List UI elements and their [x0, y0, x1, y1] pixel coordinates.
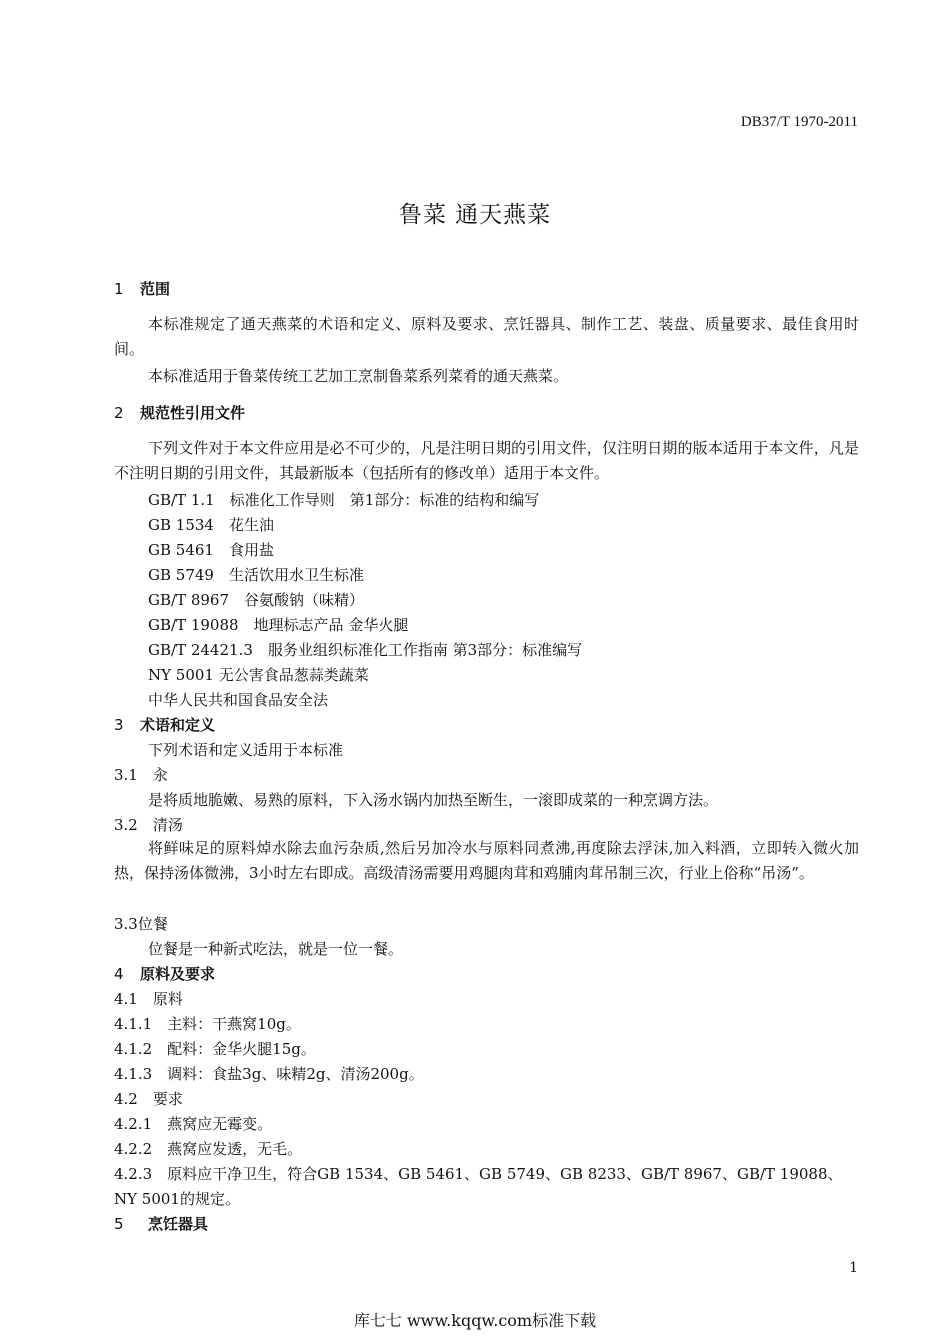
section-title: 规范性引用文件 [140, 404, 246, 422]
term-3-3-heading: 3.3位餐 [114, 915, 168, 933]
reference-item: GB/T 24421.3 服务业组织标准化工作指南 第3部分：标准编写 [148, 641, 583, 659]
reference-item: GB 1534 花生油 [148, 516, 274, 534]
section-number: 3 [114, 716, 124, 734]
clause-line: 4.2.3 原料应干净卫生，符合GB 1534、GB 5461、GB 5749、GB 8233、GB/T 8967、GB/T 19088、 [114, 1165, 843, 1183]
section-number: 1 [114, 280, 124, 298]
section-title: 烹饪器具 [148, 1215, 209, 1233]
standard-code: DB37/T 1970-2011 [740, 114, 858, 130]
section-2-heading [114, 402, 245, 423]
clause-line: 4.1.2 配料：金华火腿15g。 [114, 1040, 316, 1058]
term-3-2-heading: 3.2 清汤 [114, 816, 183, 834]
section-number: 2 [114, 404, 124, 422]
clause-line: 4.2.1 燕窝应无霉变。 [114, 1115, 273, 1133]
reference-item: GB 5749 生活饮用水卫生标准 [148, 566, 364, 584]
reference-item: GB/T 8967 谷氨酸钠（味精） [148, 591, 365, 609]
reference-item: GB 5461 食用盐 [148, 541, 274, 559]
reference-item: 中华人民共和国食品安全法 [148, 691, 329, 709]
section-1-heading [114, 278, 170, 299]
clause-line: NY 5001的规定。 [114, 1190, 240, 1208]
section-title: 原料及要求 [140, 965, 216, 983]
page-number: 1 [849, 1260, 858, 1276]
term-3-2-definition: 将鲜味足的原料焯水除去血污杂质,然后另加冷水与原料同煮沸,再度除去浮沫,加入料酒，立即转入微火加热，保持汤体微沸，3小时左右即成。高级清汤需要用鸡腿肉茸和鸡脯肉茸吊制三次，行业上俗称“吊汤”。 [114, 839, 859, 882]
section-4-heading [114, 963, 215, 984]
section-3-heading [114, 714, 215, 735]
term-3-1-heading: 3.1 汆 [114, 766, 168, 784]
section-2-para-1: 下列文件对于本文件应用是必不可少的，凡是注明日期的引用文件，仅注明日期的版本适用于本文件，凡是不注明日期的引用文件，其最新版本（包括所有的修改单）适用于本文件。 [114, 439, 859, 482]
section-number: 4 [114, 965, 124, 983]
clause-line: 4.1.1 主料：干燕窝10g。 [114, 1015, 301, 1033]
reference-item: NY 5001 无公害食品葱蒜类蔬菜 [148, 666, 369, 684]
clause-line: 4.2 要求 [114, 1090, 183, 1108]
section-title: 术语和定义 [140, 716, 216, 734]
document-title: 鲁菜 通天燕菜 [398, 202, 552, 228]
section-1-para-1: 本标准规定了通天燕菜的术语和定义、原料及要求、烹饪器具、制作工艺、装盘、质量要求、最佳食用时间。 [114, 315, 859, 358]
section-number: 5 [114, 1215, 124, 1233]
footer-watermark: 库七七 www.kqqw.com标准下载 [353, 1311, 597, 1330]
section-1-para-2: 本标准适用于鲁菜传统工艺加工烹制鲁菜系列菜肴的通天燕菜。 [148, 367, 569, 385]
clause-line: 4.1 原料 [114, 990, 183, 1008]
term-3-3-definition: 位餐是一种新式吃法，就是一位一餐。 [148, 940, 404, 958]
term-3-1-definition: 是将质地脆嫩、易熟的原料，下入汤水锅内加热至断生，一滚即成菜的一种烹调方法。 [148, 791, 719, 809]
section-5-heading [114, 1213, 208, 1234]
clause-line: 4.2.2 燕窝应发透，无毛。 [114, 1140, 303, 1158]
clause-line: 4.1.3 调料：食盐3g、味精2g、清汤200g。 [114, 1065, 424, 1083]
reference-item: GB/T 19088 地理标志产品 金华火腿 [148, 616, 409, 634]
reference-item: GB/T 1.1 标准化工作导则 第1部分：标准的结构和编写 [148, 491, 540, 509]
section-title: 范围 [140, 280, 171, 298]
section-3-intro: 下列术语和定义适用于本标准 [148, 741, 344, 759]
